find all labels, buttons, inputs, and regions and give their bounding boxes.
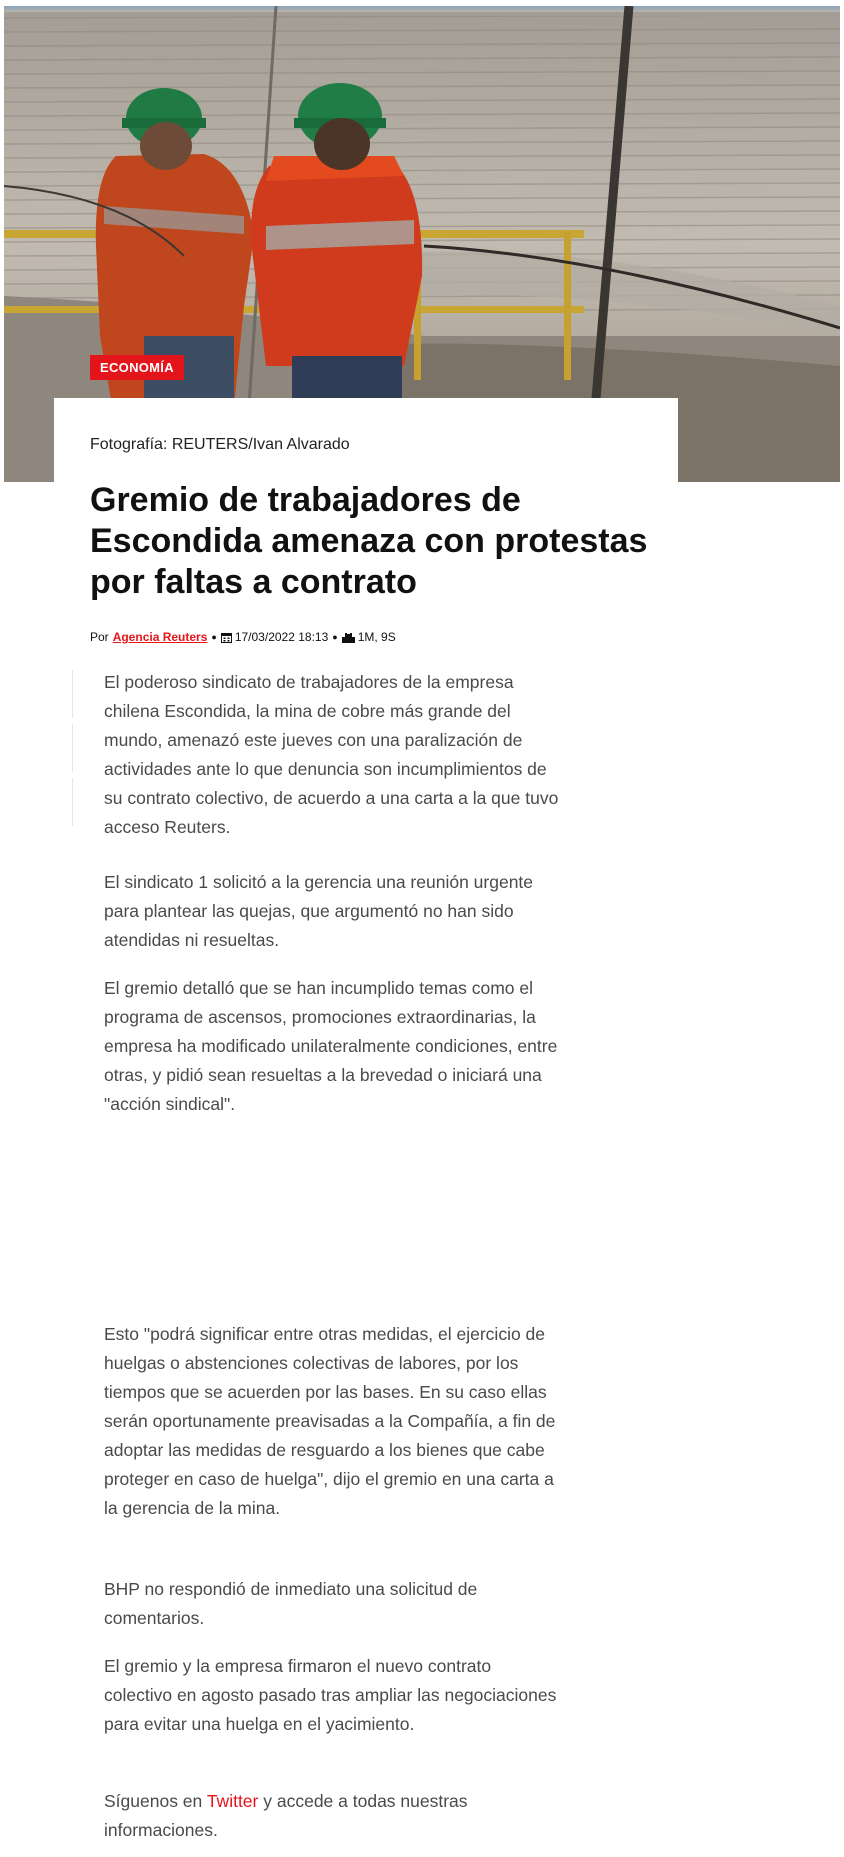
share-slot[interactable] [72,778,73,826]
reading-stats: 1M, 9S [357,630,396,644]
calendar-icon [221,632,232,643]
share-slot[interactable] [72,670,73,718]
article-paragraph: BHP no respondió de inmediato una solicitud de comentarios. [104,1579,478,1628]
article-paragraph: El sindicato 1 solicitó a la gerencia una reunión urgente para plantear las quejas, que argumentó no han sido atendidas ni resueltas. [104,872,534,950]
article-paragraph: Esto "podrá significar entre otras medidas, el ejercicio de huelgas o abstenciones colectivas de labores, por los tiempos que se acuerden por las bases. En su caso ellas serán oportunamente preavisadas a la Compañía, a fin de adoptar las medidas de resguardo a los bienes que cabe proteger en caso de huelga", dijo el gremio en una carta a la gerencia de la mina. [104,1324,556,1518]
separator-dot: ● [211,632,217,642]
share-slot[interactable] [72,724,73,772]
category-badge[interactable]: ECONOMÍA [90,355,184,380]
article-paragraph: El gremio y la empresa firmaron el nuevo contrato colectivo en agosto pasado tras ampliar las negociaciones para evitar una huelga en el yacimiento. [104,1656,557,1734]
publish-date: 17/03/2022 18:13 [234,630,329,644]
reading-time-icon [342,632,355,643]
author-link[interactable]: Agencia Reuters [112,630,208,644]
article-paragraph: El gremio detalló que se han incumplido temas como el programa de ascensos, promociones extraordinarias, la empresa ha modificado unilateralmente condiciones, entre otras, y pidió sean resueltas a la brevedad o iniciará una "acción sindical". [104,978,558,1114]
byline-prefix: Por [90,630,109,644]
separator-dot: ● [332,632,338,642]
follow-paragraph [104,1787,560,1845]
page-title: Gremio de trabajadores de Escondida amenaza con protestas por faltas a contrato [90,481,648,601]
follow-prefix: Síguenos en [104,1791,203,1811]
follow-suffix: y accede a todas nuestras informaciones. [104,1791,468,1840]
photo-caption: Fotografía: REUTERS/Ivan Alvarado [90,436,350,453]
article-paragraph: El poderoso sindicato de trabajadores de la empresa chilena Escondida, la mina de cobre más grande del mundo, amenazó este jueves con una paralización de actividades ante lo que denuncia son incumplimientos de su contrato colectivo, de acuerdo a una carta a la que tuvo acceso Reuters. [104,672,559,837]
share-rail [72,670,74,832]
byline [90,630,396,644]
twitter-link[interactable]: Twitter [206,1791,259,1811]
